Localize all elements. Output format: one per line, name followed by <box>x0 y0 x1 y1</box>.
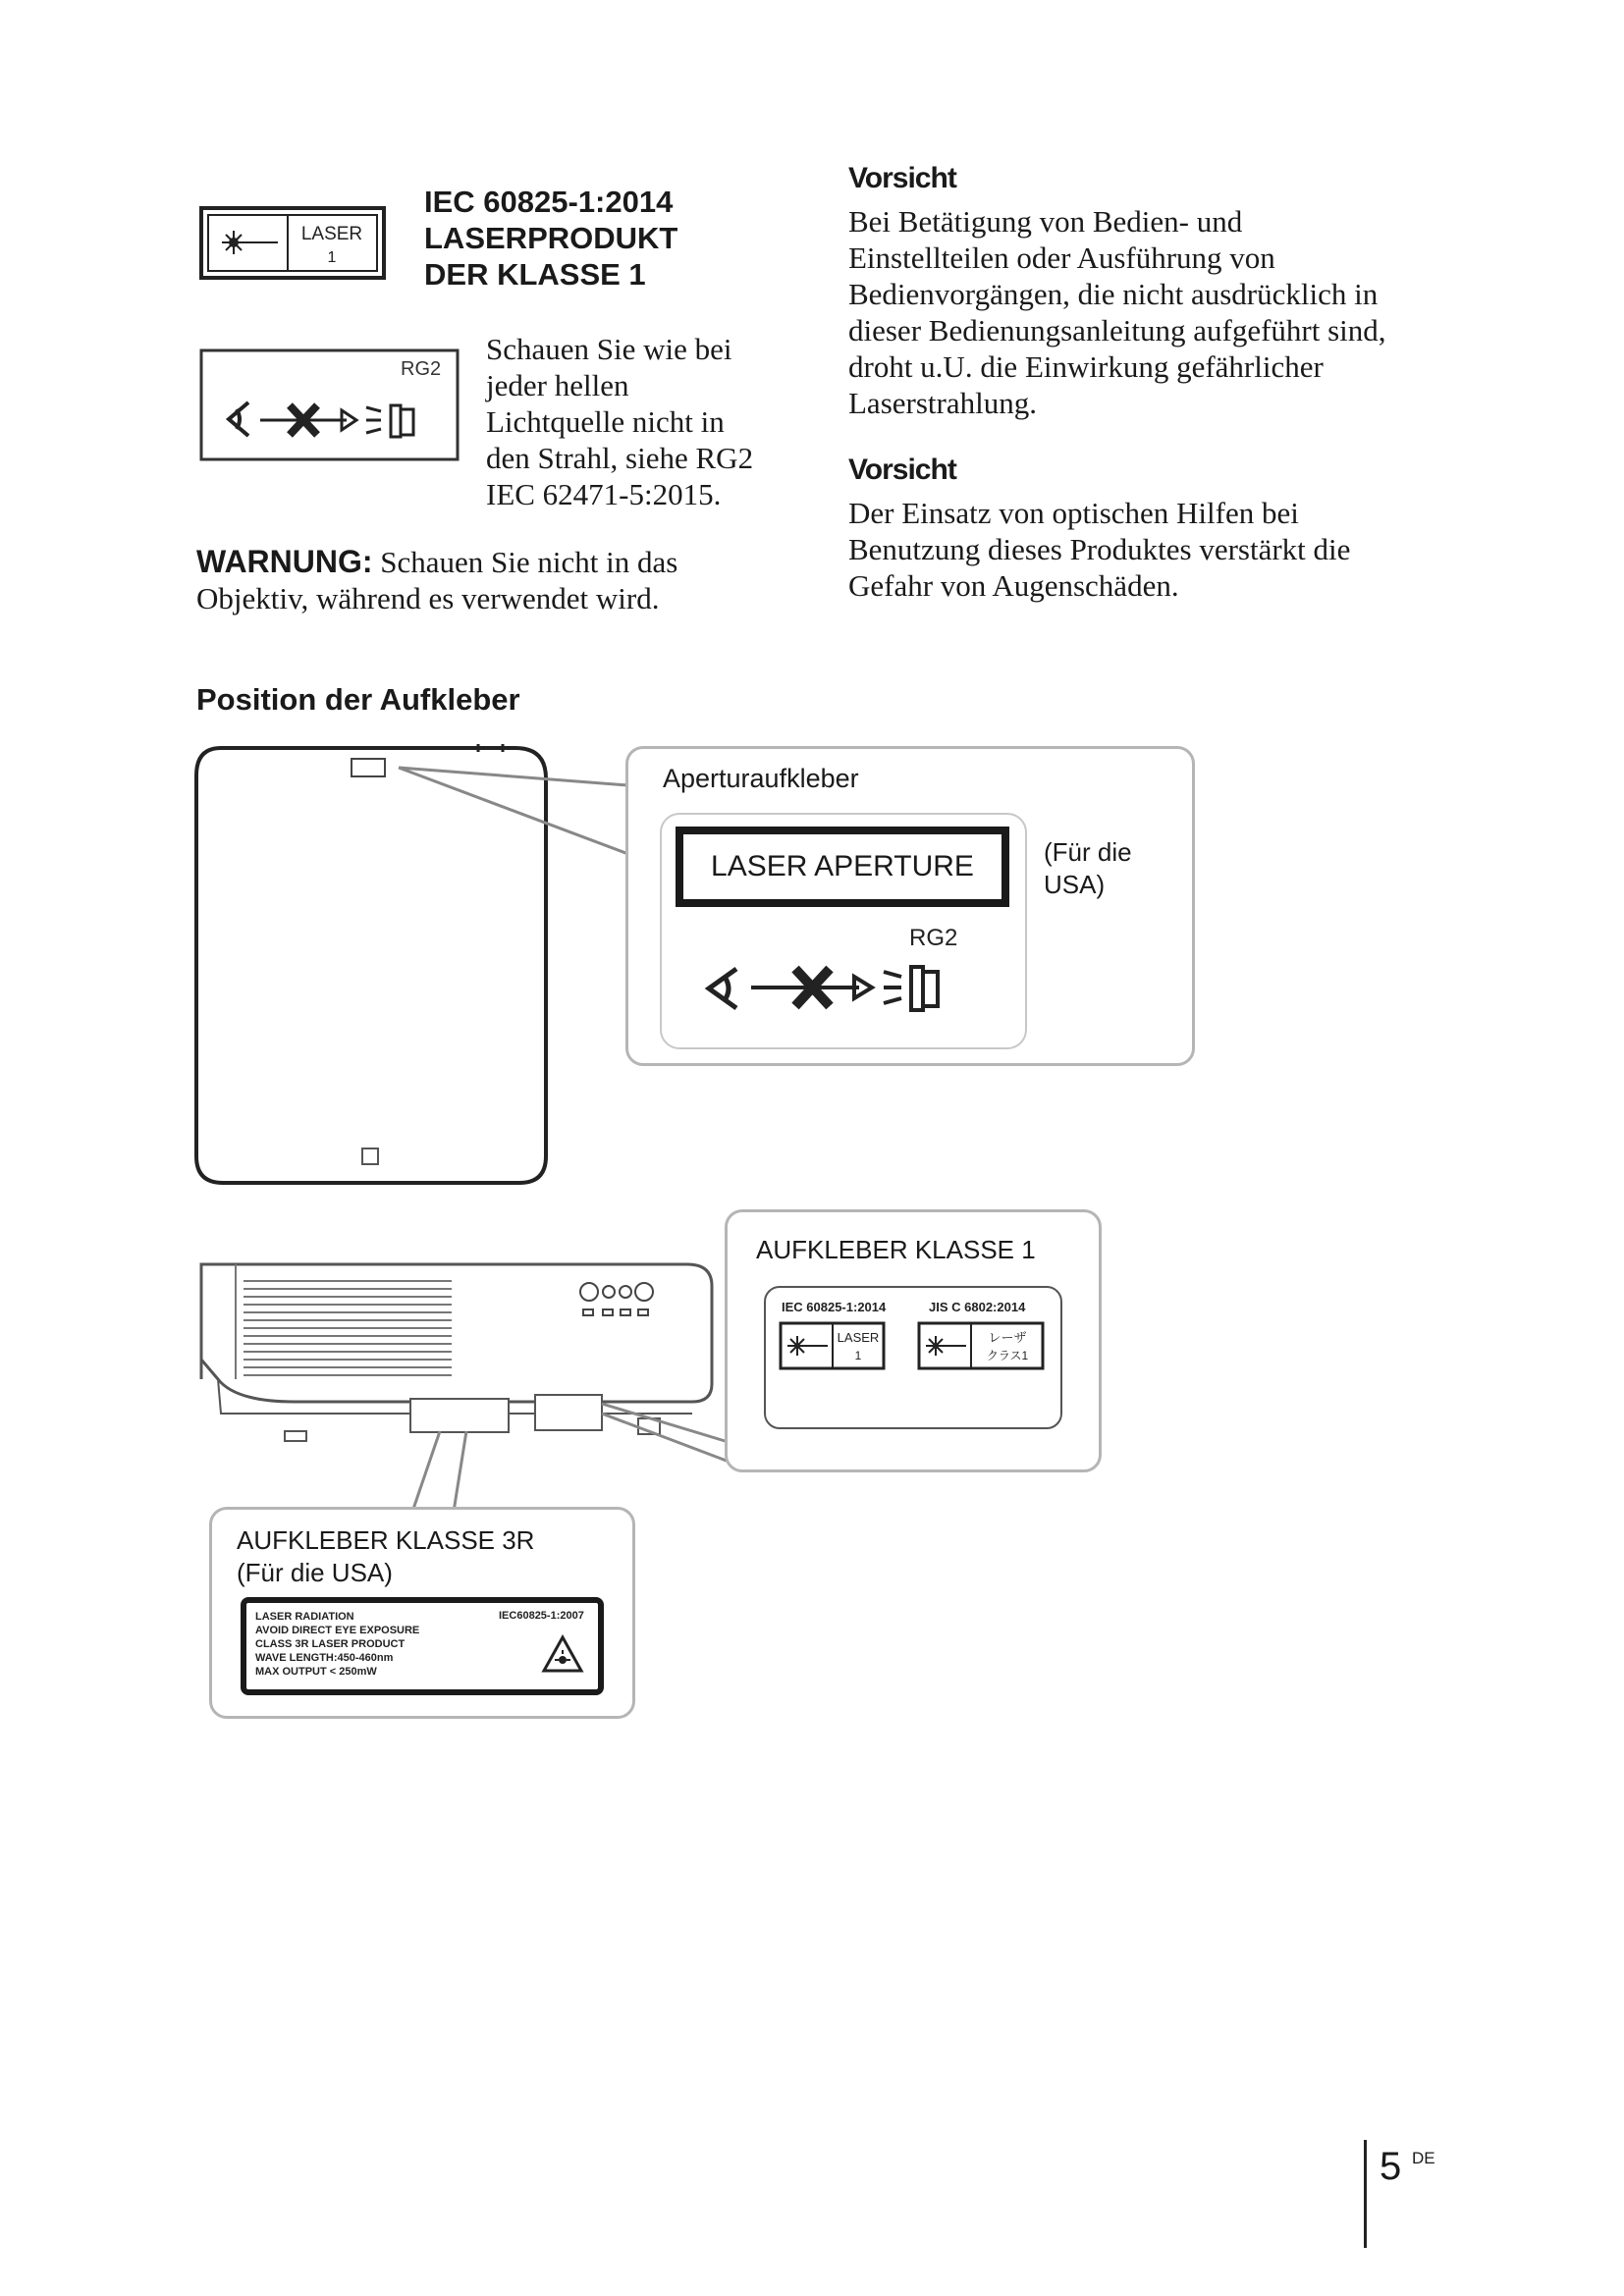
warning-text-1: Schauen Sie nicht in das <box>380 545 678 579</box>
vorsicht-title-2: Vorsicht <box>848 454 956 486</box>
class1-laser-num: 1 <box>854 1349 862 1362</box>
rg2-line-5: IEC 62471-5:2015. <box>486 477 722 511</box>
rg2-line-1: Schauen Sie wie bei <box>486 332 732 366</box>
rg2-line-4: den Strahl, siehe RG2 <box>486 441 754 475</box>
vorsicht1-line-4: dieser Bedienungsanleitung aufgeführt sind, <box>848 313 1386 347</box>
class3r-line-5: MAX OUTPUT < 250mW <box>255 1666 377 1678</box>
class1-jp-line-1: レーザ <box>988 1330 1027 1345</box>
aperture-note-line-2: USA) <box>1044 870 1106 899</box>
class1-jis-text: JIS C 6802:2014 <box>929 1300 1026 1314</box>
class1-callout-title: AUFKLEBER KLASSE 1 <box>756 1235 1036 1264</box>
vorsicht2-line-1: Der Einsatz von optischen Hilfen bei <box>848 496 1299 530</box>
aperture-rg2-text: RG2 <box>909 925 958 951</box>
projector-top-outline <box>196 748 546 1183</box>
laser-aperture-text: LASER APERTURE <box>711 850 974 882</box>
vorsicht1-line-2: Einstellteilen oder Ausführung von <box>848 240 1275 275</box>
class1-sticker-marker <box>535 1395 602 1430</box>
laser-word: LASER <box>300 224 363 244</box>
vorsicht-title-1: Vorsicht <box>848 162 956 194</box>
class3r-label-lines <box>255 1610 419 1679</box>
aperture-eye-icon <box>709 969 736 1008</box>
footer-divider <box>1364 2140 1367 2248</box>
class1-laser-text: LASER <box>837 1330 880 1345</box>
aperture-sticker-marker <box>352 759 385 776</box>
class3r-iec: IEC60825-1:2007 <box>499 1610 584 1622</box>
position-heading: Position der Aufkleber <box>196 682 520 717</box>
laser-warning-icon <box>541 1634 584 1674</box>
class3r-title: AUFKLEBER KLASSE 3R <box>237 1525 535 1555</box>
laser-aperture-plate <box>676 827 1009 907</box>
vorsicht2-line-2: Benutzung dieses Produktes verstärkt die <box>848 532 1351 566</box>
warning-label: WARNUNG: <box>196 544 373 579</box>
aperture-callout-title: Aperturaufkleber <box>663 764 859 793</box>
vorsicht1-line-3: Bedienvorgängen, die nicht ausdrücklich in <box>848 277 1379 311</box>
vorsicht1-line-1: Bei Betätigung von Bedien- und <box>848 204 1243 239</box>
class3r-sticker-marker <box>410 1399 509 1432</box>
page-lang: DE <box>1412 2149 1435 2167</box>
vorsicht1-line-5: droht u.U. die Einwirkung gefährlicher <box>848 349 1324 384</box>
rg2-line-3: Lichtquelle nicht in <box>486 404 725 439</box>
warning-text-2: Objektiv, während es verwendet wird. <box>196 581 660 615</box>
rg2-line-2: jeder hellen <box>486 368 629 402</box>
class3r-line-1: LASER RADIATION <box>255 1611 354 1623</box>
rg2-text: RG2 <box>401 358 442 380</box>
class3r-line-3: CLASS 3R LASER PRODUCT <box>255 1638 406 1650</box>
class3r-subtitle: (Für die USA) <box>237 1558 393 1587</box>
aperture-rg2-graphic <box>697 918 1001 1026</box>
heading-line-2: LASERPRODUKT <box>424 221 678 255</box>
heading-line-3: DER KLASSE 1 <box>424 257 646 292</box>
heading-line-1: IEC 60825-1:2014 <box>424 185 674 219</box>
class1-jp-line-2: クラス1 <box>986 1349 1029 1362</box>
laser-class-number: 1 <box>327 249 337 266</box>
top-button-icon <box>362 1148 378 1164</box>
class3r-line-2: AVOID DIRECT EYE EXPOSURE <box>255 1625 420 1636</box>
vorsicht2-line-3: Gefahr von Augenschäden. <box>848 568 1179 603</box>
class3r-callout-titles <box>237 1524 534 1589</box>
class3r-line-4: WAVE LENGTH:450-460nm <box>255 1652 394 1664</box>
page-number: 5 <box>1380 2145 1402 2188</box>
aperture-note <box>1044 836 1132 901</box>
vorsicht1-line-6: Laserstrahlung. <box>848 386 1037 420</box>
aperture-note-line-1: (Für die <box>1044 837 1132 867</box>
class1-iec-text: IEC 60825-1:2014 <box>782 1300 887 1314</box>
aperture-light-icon <box>884 967 938 1010</box>
class1-label-graphic <box>774 1296 1058 1394</box>
